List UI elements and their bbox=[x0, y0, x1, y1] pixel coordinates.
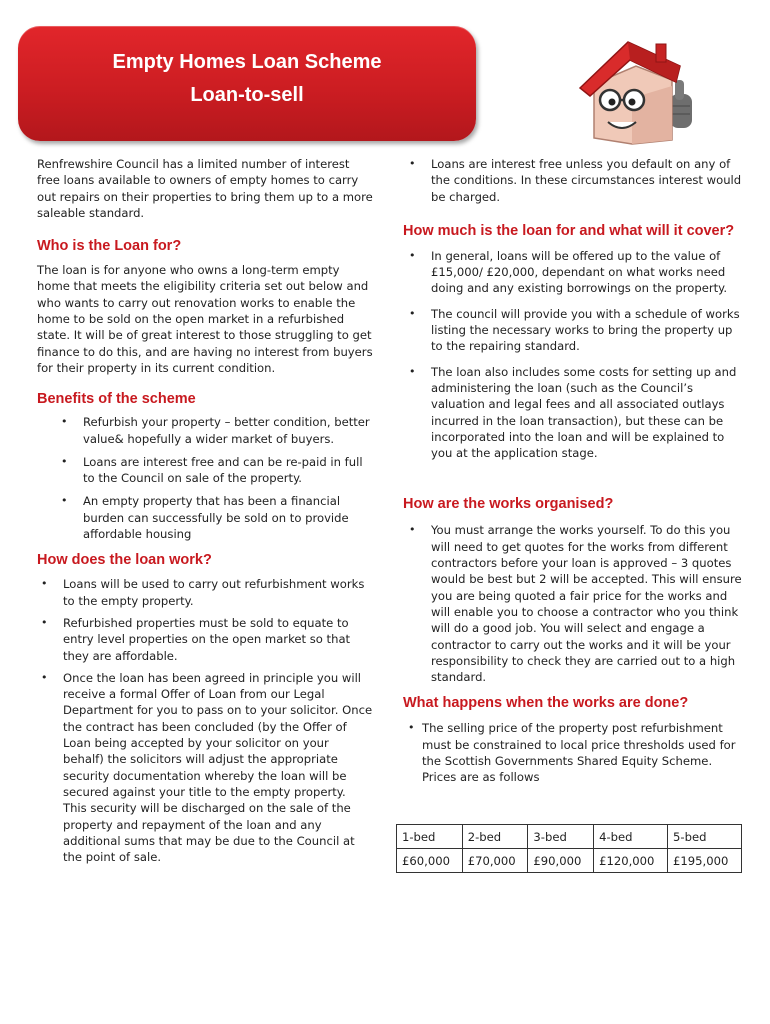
list-item: • An empty property that has been a financial burden can successfully be sold on to provide affordable housing bbox=[61, 494, 349, 542]
bullet-icon: • bbox=[61, 415, 68, 429]
thumbs-up-icon bbox=[670, 80, 692, 128]
list-item: • Loans are interest free and can be re-paid in full to the Council on sale of the property. bbox=[61, 454, 363, 486]
title-banner bbox=[18, 26, 476, 141]
price-table bbox=[396, 824, 742, 873]
table-cell: 4-bed bbox=[594, 825, 668, 849]
done-heading: What happens when the works are done? bbox=[403, 695, 689, 712]
table-cell: £70,000 bbox=[462, 849, 528, 873]
table-cell: £60,000 bbox=[397, 849, 463, 873]
page-subtitle: Loan-to-sell bbox=[190, 84, 304, 106]
left-column bbox=[37, 156, 373, 865]
right-column bbox=[403, 156, 743, 786]
bullet-icon: • bbox=[409, 523, 416, 537]
list-item: • Loans will be used to carry out refurbishment works to the empty property. bbox=[41, 577, 365, 608]
bullet-icon: • bbox=[409, 157, 416, 170]
bullet-icon: • bbox=[41, 577, 48, 591]
intro-paragraph: Renfrewshire Council has a limited number of interest free loans available to owners of empty homes to carry out repairs on their properties to bring them up to a more saleable standard. bbox=[37, 157, 373, 220]
list-item: • The council will provide you with a schedule of works listing the necessary works to bring the property up to the repairing standard. bbox=[409, 306, 740, 354]
interest-list bbox=[409, 156, 743, 205]
who-paragraph: The loan is for anyone who owns a long-term empty home that meets the eligibility criteria set out below and who wants to carry out renovation works to enable the home to be sold on the open market in a refurbished state. It will be of great interest to those struggling to get finance to do this, and are having no interest from buyers for their property in its current condition. bbox=[37, 263, 373, 375]
bullet-icon: • bbox=[409, 364, 416, 378]
bullet-icon: • bbox=[41, 670, 48, 684]
bullet-icon: • bbox=[408, 721, 415, 735]
list-item: • Refurbish your property – better condition, better value& hopefully a wider market of buyers. bbox=[61, 415, 370, 446]
benefits-list bbox=[61, 414, 373, 542]
page-title: Empty Homes Loan Scheme bbox=[112, 51, 382, 73]
done-list bbox=[408, 720, 743, 785]
list-item: • Once the loan has been agreed in principle you will receive a formal Offer of Loan from our Legal Department for you to pass on to your solicitor. Once the contract has been concluded (by the Offer of Loan being accepted by your solicitor on your behalf) the solicitors will adjust the appropriate security documentation whereby the loan will be secured against your title to the empty property. This security will be discharged on the sale of the property and repayment of the loan and any additional sums that may be due to the Council at the point of sale. bbox=[41, 670, 373, 865]
bullet-icon: • bbox=[61, 454, 68, 468]
list-item: • In general, loans will be offered up to the value of £15,000/ £20,000, dependant on what works need doing and any existing borrowings on the property. bbox=[409, 248, 728, 296]
list-item: • The selling price of the property post refurbishment must be constrained to local price thresholds used for the Scottish Governments Shared Equity Scheme. Prices are as follows bbox=[408, 721, 736, 785]
list-item: • You must arrange the works yourself. To do this you will need to get quotes for the works from different contractors before your loan is approved – 3 quotes would be best but 2 will be accepted. This will ensure you are being quoted a fair price for the works and will enable you to choose a contractor who you think will do a good job. You will select and engage a contractor to carry out the works and it will be your responsibility to check they are carried out to a high standard. bbox=[409, 523, 742, 685]
table-cell: 3-bed bbox=[528, 825, 594, 849]
table-cell: £120,000 bbox=[594, 849, 668, 873]
organised-list bbox=[409, 522, 743, 685]
how-work-list bbox=[41, 576, 373, 865]
bullet-icon: • bbox=[409, 306, 416, 320]
how-much-heading: How much is the loan for and what will it cover? bbox=[403, 222, 735, 239]
table-row bbox=[397, 849, 742, 873]
table-cell: 5-bed bbox=[668, 825, 742, 849]
who-heading: Who is the Loan for? bbox=[37, 238, 182, 255]
house-thumbs-up-icon bbox=[572, 36, 700, 146]
benefits-heading: Benefits of the scheme bbox=[37, 391, 196, 408]
table-header-row bbox=[397, 825, 742, 849]
table-cell: 1-bed bbox=[397, 825, 463, 849]
list-item: • The loan also includes some costs for setting up and administering the loan (such as the Council’s valuation and legal fees and all associated outlays incurred in the loan transaction), but these can be incorporated into the loan and will be explained to you at the application stage. bbox=[409, 364, 737, 461]
organised-heading: How are the works organised? bbox=[403, 496, 614, 513]
how-much-list bbox=[409, 248, 743, 462]
how-work-heading: How does the loan work? bbox=[37, 552, 212, 569]
bullet-icon: • bbox=[61, 494, 68, 508]
bullet-icon: • bbox=[409, 248, 416, 262]
list-item: • Loans are interest free unless you default on any of the conditions. In these circumstances interest would be charged. bbox=[409, 157, 742, 204]
table-cell: 2-bed bbox=[462, 825, 528, 849]
bullet-icon: • bbox=[41, 615, 48, 629]
list-item: • Refurbished properties must be sold to equate to entry level properties on the open market so that they are affordable. bbox=[41, 615, 351, 663]
table-cell: £195,000 bbox=[668, 849, 742, 873]
table-cell: £90,000 bbox=[528, 849, 594, 873]
